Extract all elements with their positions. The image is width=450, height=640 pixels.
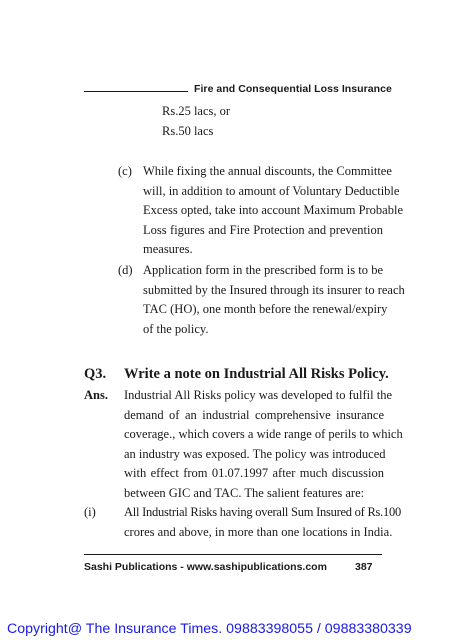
text-line: measures. — [143, 242, 193, 257]
question-heading: Write a note on Industrial All Risks Policy. — [124, 366, 389, 382]
header-rule — [84, 91, 188, 92]
text-line: Loss figures and Fire Protection and prevention — [143, 222, 383, 237]
text-line: While fixing the annual discounts, the Committee — [143, 164, 392, 178]
text-line: coverage., which covers a wide range of perils to which — [124, 427, 403, 442]
item-label: (d) — [118, 263, 133, 277]
question-label: Q3. — [84, 366, 107, 382]
page-number: 387 — [355, 561, 373, 573]
item-text — [143, 261, 405, 339]
subpoint-paragraph — [124, 503, 402, 542]
running-header-title: Fire and Consequential Loss Insurance — [194, 83, 392, 95]
item-label: (c) — [118, 164, 132, 178]
footer-publisher: Sashi Publications - www.sashipublications.com — [84, 561, 327, 573]
answer-label: Ans. — [84, 388, 108, 402]
item-text — [143, 162, 404, 260]
text-line: All Industrial Risks having overall Sum Insured of Rs.100 — [124, 505, 402, 519]
footer-rule — [84, 554, 382, 555]
text-line: between GIC and TAC. The salient features are: — [124, 485, 365, 500]
text-line: Application form in the prescribed form is to be — [143, 263, 383, 277]
text-line: will, in addition to amount of Voluntary Deductible — [143, 183, 400, 198]
text-line: with effect from 01.07.1997 after much discussion — [124, 466, 384, 481]
subpoint-label: (i) — [84, 505, 96, 519]
text-line: of the policy. — [143, 321, 209, 336]
text-line: crores and above, in more than one locations in India. — [124, 524, 393, 539]
text-line: submitted by the Insured through its insurer to reach — [143, 282, 405, 297]
amount-list — [162, 102, 230, 141]
answer-paragraph — [124, 386, 403, 504]
text-line: Industrial All Risks policy was developed to fulfil the — [124, 388, 393, 402]
text-line: TAC (HO), one month before the renewal/expiry — [143, 302, 388, 317]
text-line: an industry was exposed. The policy was introduced — [124, 446, 386, 461]
amount-line: Rs.25 lacs, or — [162, 104, 231, 118]
amount-line: Rs.50 lacs — [162, 123, 214, 138]
copyright-watermark: Copyright@ The Insurance Times. 09883398055 / 09883380339 — [7, 621, 412, 637]
text-line: demand of an industrial comprehensive insurance — [124, 407, 384, 422]
text-line: Excess opted, take into account Maximum Probable — [143, 203, 404, 218]
